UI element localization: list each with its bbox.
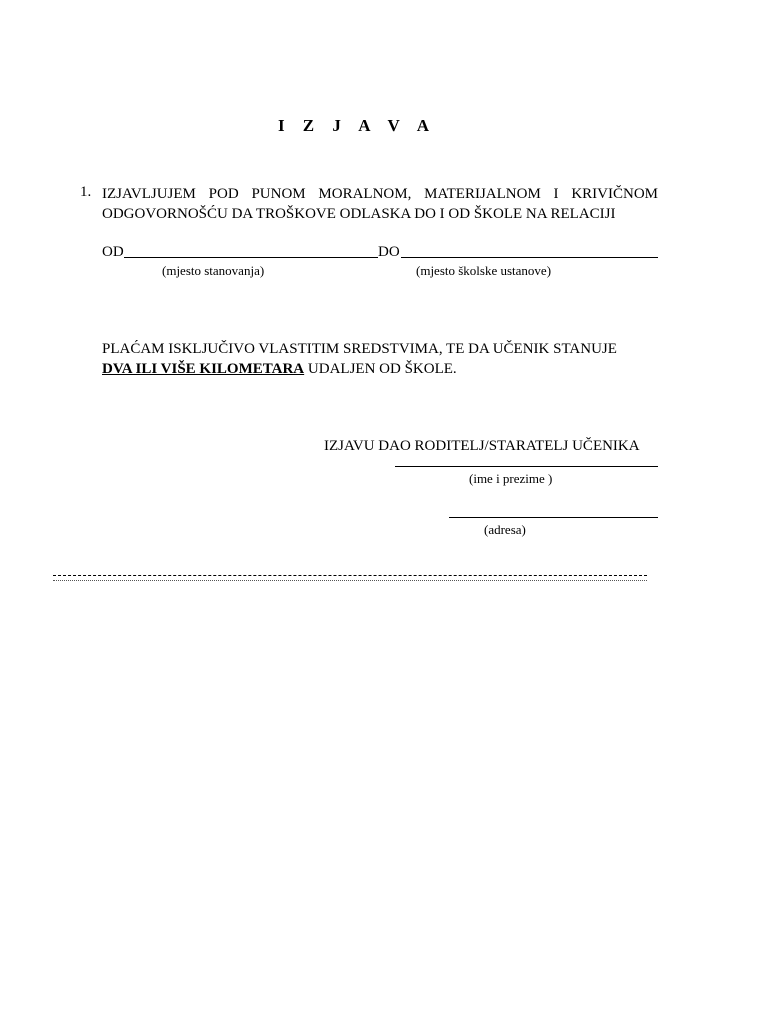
document-title: I Z J A V A — [277, 116, 437, 135]
signature-title: IZJAVU DAO RODITELJ/STARATELJ UČENIKA — [324, 438, 640, 454]
paragraph-2-rest: UDALJEN OD ŠKOLE. — [304, 361, 457, 377]
list-item-number: 1. — [80, 184, 92, 200]
route-line — [102, 242, 658, 262]
distance-emphasis: DVA ILI VIŠE KILOMETARA — [102, 361, 305, 377]
address-signature-line — [449, 517, 658, 518]
cut-line-underline — [53, 580, 647, 581]
statement-paragraph-2 — [102, 339, 662, 379]
od-label: OD — [102, 244, 124, 260]
name-caption: (ime i prezime ) — [469, 471, 553, 486]
do-label: DO — [378, 244, 400, 260]
statement-line-2: ODGOVORNOŠĆU DA TROŠKOVE ODLASKA DO I OD ŠKOLE NA RELACIJI — [102, 206, 616, 222]
address-caption: (adresa) — [484, 522, 526, 537]
name-signature-line — [395, 466, 658, 467]
do-fill-line — [401, 257, 658, 258]
od-caption: (mjesto stanovanja) — [162, 263, 265, 278]
od-fill-line — [124, 257, 378, 258]
paragraph-2-line-1: PLAĆAM ISKLJUČIVO VLASTITIM SREDSTVIMA, TE DA UČENIK STANUJE — [102, 341, 617, 357]
cut-line — [53, 575, 647, 576]
statement-line-1: IZJAVLJUJEM POD PUNOM MORALNOM, MATERIJALNOM I KRIVIČNOM — [102, 186, 658, 202]
do-caption: (mjesto školske ustanove) — [416, 263, 552, 278]
